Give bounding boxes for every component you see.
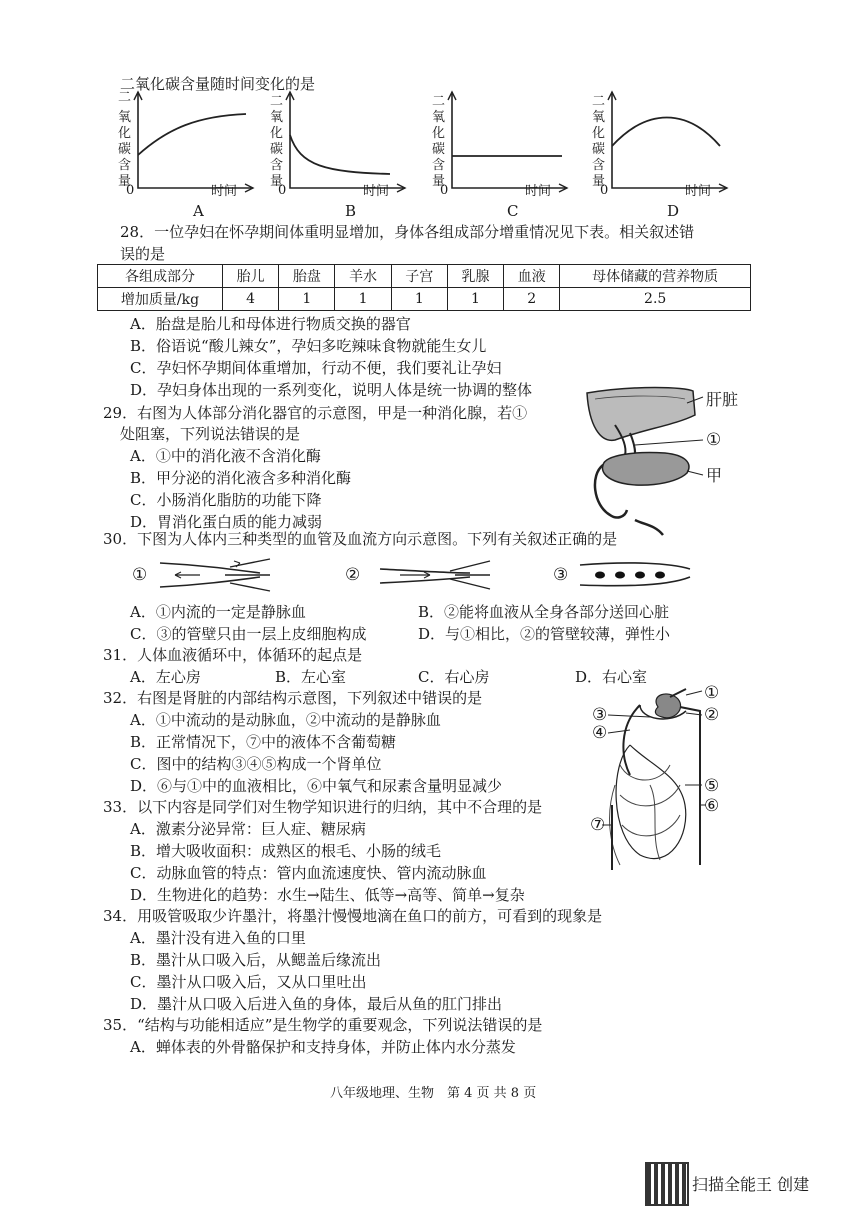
nephron-label-7: ⑦ — [590, 815, 606, 835]
table-cell: 增加质量/kg — [98, 288, 223, 311]
axis-arrows — [286, 92, 405, 192]
q29-option-b: B．甲分泌的消化液含多种消化酶 — [130, 469, 352, 487]
q27-stem: 二氧化碳含量随时间变化的是 — [120, 75, 316, 93]
graph-ylabel-char: 碳 — [592, 142, 606, 157]
graph-origin: 0 — [600, 183, 609, 198]
nephron-label-6: ⑥ — [704, 796, 720, 816]
graph-origin: 0 — [440, 183, 449, 198]
fig-label-liver: 肝脏 — [706, 390, 739, 409]
graph-ylabel-char: 二 — [592, 94, 606, 109]
q28-stem-line1: 28．一位孕妇在怀孕期间体重明显增加，身体各组成部分增重情况见下表。相关叙述错 — [120, 223, 695, 241]
q33-stem: 33．以下内容是同学们对生物学知识进行的归纳，其中不合理的是 — [103, 798, 543, 816]
graph-axes — [612, 92, 727, 188]
q31-option-d: D．右心室 — [575, 668, 648, 686]
graph-ylabel-char: 氧 — [592, 110, 606, 125]
graph-ylabel-char: 氧 — [118, 110, 132, 125]
graph-letter: B — [345, 202, 357, 220]
digestive-organs-figure — [575, 385, 775, 535]
graph-ylabel-char: 量 — [118, 174, 132, 189]
q30-option-d: D．与①相比，②的管壁较薄，弹性小 — [418, 625, 671, 643]
q34-option-c: C．墨汁从口吸入后，又从口里吐出 — [130, 973, 367, 991]
graph-ylabel-char: 化 — [432, 126, 446, 141]
graph-ylabel-char: 碳 — [270, 142, 284, 157]
q34-stem: 34．用吸管吸取少许墨汁，将墨汁慢慢地滴在鱼口的前方，可看到的现象是 — [103, 907, 603, 925]
table-header-row — [98, 265, 751, 288]
q28-option-c: C．孕妇怀孕期间体重增加，行动不便，我们要礼让孕妇 — [130, 359, 502, 377]
graph-xlabel: 时间 — [685, 184, 712, 199]
co2-curve — [138, 114, 246, 155]
blood-vessel-figure — [130, 555, 830, 595]
nephron-label-5: ⑤ — [704, 776, 720, 796]
graph-origin: 0 — [278, 183, 287, 198]
q30-option-a: A．①内流的一定是静脉血 — [130, 603, 306, 621]
q33-option-a: A．激素分泌异常：巨人症、糖尿病 — [130, 820, 366, 838]
q30-option-b: B．②能将血液从全身各部分送回心脏 — [418, 603, 670, 621]
table-row — [98, 288, 751, 311]
co2-curve — [290, 135, 390, 174]
graph-ylabel-char: 含 — [432, 158, 446, 173]
graph-ylabel-char: 含 — [592, 158, 606, 173]
q28-stem-line2: 误的是 — [120, 245, 166, 263]
q35-option-a: A．蝉体表的外骨骼保护和支持身体，并防止体内水分蒸发 — [130, 1038, 516, 1056]
graph-xlabel: 时间 — [211, 184, 238, 199]
co2-graph-B — [286, 92, 405, 192]
table-header-cell: 乳腺 — [447, 265, 503, 288]
graph-xlabel: 时间 — [363, 184, 390, 199]
axis-arrows — [448, 92, 567, 192]
q31-option-a: A．左心房 — [130, 668, 201, 686]
co2-graph-D — [608, 92, 727, 192]
graph-ylabel-char: 二 — [270, 94, 284, 109]
graph-letter: D — [667, 202, 680, 220]
q32-stem: 32．右图是肾脏的内部结构示意图，下列叙述中错误的是 — [103, 689, 483, 707]
table-cell: 1 — [279, 288, 335, 311]
graph-ylabel-char: 量 — [270, 174, 284, 189]
graph-axes — [452, 92, 567, 188]
table-header-cell: 胎盘 — [279, 265, 335, 288]
nephron-label-4: ④ — [592, 723, 608, 743]
nephron-label-3: ③ — [592, 705, 608, 725]
nephron-figure — [590, 685, 720, 875]
table-header-cell: 胎儿 — [223, 265, 279, 288]
co2-graph-A — [134, 92, 253, 192]
q31-option-b: B．左心室 — [275, 668, 347, 686]
graph-axes — [138, 92, 253, 188]
fig-label-pancreas: 甲 — [706, 466, 723, 485]
fig-label-duct: ① — [706, 430, 722, 450]
q29-stem-line1: 29．右图为人体部分消化器官的示意图，甲是一种消化腺，若① — [103, 404, 528, 422]
vessel-label-1: ① — [132, 565, 148, 585]
q31-option-c: C．右心房 — [418, 668, 490, 686]
axis-arrows — [134, 92, 253, 192]
table-cell: 2.5 — [560, 288, 751, 311]
nephron-label-2: ② — [704, 705, 720, 725]
graph-ylabel-char: 二 — [432, 94, 446, 109]
graph-origin: 0 — [126, 183, 135, 198]
page-footer: 八年级地理、生物 第 4 页 共 8 页 — [330, 1086, 537, 1101]
graph-ylabel-char: 化 — [270, 126, 284, 141]
table-cell: 2 — [504, 288, 560, 311]
q34-option-a: A．墨汁没有进入鱼的口里 — [130, 929, 306, 947]
q29-option-a: A．①中的消化液不含消化酶 — [130, 447, 321, 465]
graph-ylabel-char: 量 — [432, 174, 446, 189]
q33-option-d: D．生物进化的趋势：水生→陆生、低等→高等、简单→复杂 — [130, 886, 525, 904]
q32-option-a: A．①中流动的是动脉血，②中流动的是静脉血 — [130, 711, 441, 729]
graph-ylabel-char: 化 — [118, 126, 132, 141]
graph-ylabel-char: 化 — [592, 126, 606, 141]
nephron-label-1: ① — [704, 683, 720, 703]
graph-ylabel-char: 含 — [270, 158, 284, 173]
q32-option-c: C．图中的结构③④⑤构成一个肾单位 — [130, 755, 382, 773]
co2-curve — [612, 118, 720, 147]
graph-ylabel-char: 碳 — [432, 142, 446, 157]
graph-xlabel: 时间 — [525, 184, 552, 199]
q28-option-b: B．俗语说“酸儿辣女”，孕妇多吃辣味食物就能生女儿 — [130, 337, 487, 355]
table-header-cell: 血液 — [504, 265, 560, 288]
graph-ylabel-char: 量 — [592, 174, 606, 189]
q32-option-b: B．正常情况下，⑦中的液体不含葡萄糖 — [130, 733, 397, 751]
q31-stem: 31．人体血液循环中，体循环的起点是 — [103, 646, 363, 664]
vessel-label-3: ③ — [553, 565, 569, 585]
graph-ylabel-char: 氧 — [270, 110, 284, 125]
table-header-cell: 子宫 — [391, 265, 447, 288]
table-header-cell: 母体储藏的营养物质 — [560, 265, 751, 288]
q28-option-d: D．孕妇身体出现的一系列变化，说明人体是统一协调的整体 — [130, 381, 533, 399]
table-cell: 1 — [447, 288, 503, 311]
qr-code-icon — [645, 1162, 689, 1206]
q33-option-b: B．增大吸收面积：成熟区的根毛、小肠的绒毛 — [130, 842, 442, 860]
q34-option-b: B．墨汁从口吸入后，从鳃盖后缘流出 — [130, 951, 382, 969]
q29-option-d: D．胃消化蛋白质的能力减弱 — [130, 513, 323, 531]
q33-option-c: C．动脉血管的特点：管内血流速度快、管内流动脉血 — [130, 864, 487, 882]
q35-stem: 35．“结构与功能相适应”是生物学的重要观念，下列说法错误的是 — [103, 1016, 543, 1034]
q32-option-d: D．⑥与①中的血液相比，⑥中氧气和尿素含量明显减少 — [130, 777, 503, 795]
q29-stem-line2: 处阻塞，下列说法错误的是 — [120, 425, 301, 443]
table-cell: 4 — [223, 288, 279, 311]
q30-stem: 30．下图为人体内三种类型的血管及血流方向示意图。下列有关叙述正确的是 — [103, 530, 618, 548]
graph-ylabel-char: 含 — [118, 158, 132, 173]
scanner-watermark: 扫描全能王 创建 — [692, 1175, 810, 1194]
q30-option-c: C．③的管壁只由一层上皮细胞构成 — [130, 625, 367, 643]
vessel-label-2: ② — [345, 565, 361, 585]
table-header-cell: 各组成部分 — [98, 265, 223, 288]
graph-ylabel-char: 二 — [118, 90, 132, 105]
graph-letter: A — [193, 202, 204, 220]
graph-ylabel-char: 碳 — [118, 142, 132, 157]
table-cell: 1 — [391, 288, 447, 311]
table-header-cell: 羊水 — [335, 265, 391, 288]
graph-letter: C — [507, 202, 519, 220]
co2-graph-C — [448, 92, 567, 192]
table-cell: 1 — [335, 288, 391, 311]
weight-gain-table — [97, 264, 751, 311]
graph-ylabel-char: 氧 — [432, 110, 446, 125]
q29-option-c: C．小肠消化脂肪的功能下降 — [130, 491, 322, 509]
q34-option-d: D．墨汁从口吸入后进入鱼的身体，最后从鱼的肛门排出 — [130, 995, 503, 1013]
axis-arrows — [608, 92, 727, 192]
q28-option-a: A．胎盘是胎儿和母体进行物质交换的器官 — [130, 315, 411, 333]
